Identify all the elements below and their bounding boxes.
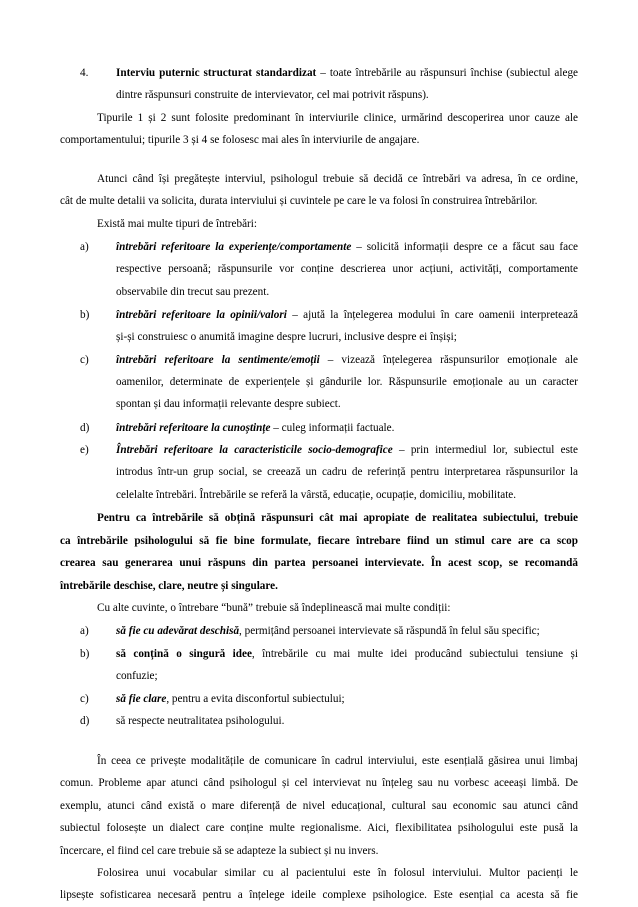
modalitati-line-5: încercare, el fiind cel care trebuie să se adapteze la subiect și nu invers. xyxy=(60,845,379,857)
question-type-line: întrebări referitoare la sentimente/emoții – vizează înțelegerea răspunsurilor emoționale ale xyxy=(116,354,578,366)
modalitati-line-1: În ceea ce privește modalitățile de comunicare în cadrul interviului, este esențială găsirea unui limbaj xyxy=(97,755,578,767)
question-type-line: celelalte întrebări. Întrebările se referă la vârstă, educație, ocupație, domiciliu, mobilitate. xyxy=(116,489,517,501)
bold-para-line-2: ca întrebările psihologului să fie bine formulate, fiecare întrebare fiind un stimul care are ca scop xyxy=(60,535,578,547)
question-type-line: întrebări referitoare la opinii/valori – ajută la înțelegerea modului în care oamenii interpretează xyxy=(116,309,579,321)
condition-title: să conțină o singură idee xyxy=(116,648,252,660)
condition-line: confuzie; xyxy=(116,670,158,682)
question-type-line: respective persoană; răspunsurile vor conține descrierea unor acțiuni, activități, comportamente xyxy=(116,263,578,275)
list-letter: e) xyxy=(80,444,89,456)
question-type-line: Întrebări referitoare la caracteristicile socio-demografice – prin intermediul lor, subiectul este xyxy=(116,444,578,456)
bold-para-line-4: întrebările deschise, clare, neutre și singulare. xyxy=(60,580,278,592)
list-number: 4. xyxy=(80,67,89,79)
list-letter: a) xyxy=(80,625,89,637)
condition-title: să fie clare xyxy=(116,693,167,705)
tipuri-line-1: Tipurile 1 și 2 sunt folosite predominant în interviurile clinice, urmărind descoperirea unor cauze ale xyxy=(97,112,578,124)
condition-line: să conțină o singură idee, întrebările cu mai multe idei producând subiectului tensiune și xyxy=(116,648,578,660)
atunci-line-2: cât de multe detalii va solicita, durata interviului și cuvintele pe care le va folosi în construirea întrebărilor. xyxy=(60,195,538,207)
modalitati-line-4: subiectul folosește un dialect care conține multe regionalisme. Aici, flexibilitatea psihologului este pusă la xyxy=(60,822,578,834)
tipuri-line-2: comportamentului; tipurile 3 și 4 se folosesc mai ales în interviurile de angajare. xyxy=(60,134,420,146)
question-type-line: oamenilor, determinate de experiențele și gândurile lor. Răspunsurile emoționale au un caracter xyxy=(116,376,578,388)
folosirea-line-2: lipsește sofisticarea necesară pentru a înțelege ideile complexe psihologice. Este esențial ca acesta să fie xyxy=(60,889,578,901)
question-type-title: Întrebări referitoare la caracteristicile socio-demografice xyxy=(116,444,393,456)
question-type-line: și-și construiesc o anumită imagine despre lucruri, inclusive despre ei înșiși; xyxy=(116,331,457,343)
question-type-line: întrebări referitoare la cunoștințe – culeg informații factuale. xyxy=(116,422,395,434)
exista-line: Există mai multe tipuri de întrebări: xyxy=(97,218,258,230)
modalitati-line-3: exemplu, atunci când există o mare diferență de nivel educațional, cultural sau economic sau atunci când xyxy=(60,800,578,812)
list-letter: b) xyxy=(80,648,90,660)
question-type-title: întrebări referitoare la sentimente/emoții xyxy=(116,354,320,366)
question-type-line: introdus într-un grup social, se creează un cadru de referință pentru interpretarea răspunsurilor la xyxy=(116,466,578,478)
question-type-title: întrebări referitoare la cunoștințe xyxy=(116,422,271,434)
item4-line-1 xyxy=(116,62,578,85)
list-letter: c) xyxy=(80,354,89,366)
question-type-title: întrebări referitoare la opinii/valori xyxy=(116,309,287,321)
question-type-line: întrebări referitoare la experiențe/comportamente – solicită informații despre ce a făcut sau face xyxy=(116,241,578,253)
condition-line: să respecte neutralitatea psihologului. xyxy=(116,715,285,727)
condition-line: să fie clare, pentru a evita disconfortul subiectului; xyxy=(116,693,345,705)
cu-alte-line: Cu alte cuvinte, o întrebare “bună” trebuie să îndeplinească mai multe condiții: xyxy=(97,602,451,614)
atunci-line-1: Atunci când își pregătește interviul, psihologul trebuie să decidă ce întrebări va adresa, în ce ordine, xyxy=(97,173,578,185)
condition-line: să fie cu adevărat deschisă, permițând persoanei intervievate să răspundă în felul său specific; xyxy=(116,625,540,637)
bold-para-line-3: crearea sau generarea unui răspuns din partea persoanei intervievate. În acest scop, se recomandă xyxy=(60,557,578,569)
item4-line-2: dintre răspunsuri construite de intervievator, cel mai potrivit răspuns). xyxy=(116,89,429,101)
list-letter: a) xyxy=(80,241,89,253)
condition-title: să fie cu adevărat deschisă xyxy=(116,625,240,637)
list-letter: b) xyxy=(80,309,90,321)
list-letter: c) xyxy=(80,693,89,705)
question-type-title: întrebări referitoare la experiențe/comportamente xyxy=(116,241,352,253)
bold-para-line-1: Pentru ca întrebările să obțină răspunsuri cât mai apropiate de realitatea subiectului, trebuie xyxy=(97,512,578,524)
item4-title: Interviu puternic structurat standardizat xyxy=(116,67,317,79)
question-type-line: spontan și dau informații relevante despre subiect. xyxy=(116,398,341,410)
list-letter: d) xyxy=(80,422,90,434)
question-type-line: observabile din trecut sau prezent. xyxy=(116,286,270,298)
folosirea-line-1: Folosirea unui vocabular similar cu al pacientului este în folosul interviului. Multor pacienți le xyxy=(97,867,578,879)
list-letter: d) xyxy=(80,715,90,727)
item4-desc: – toate întrebările au răspunsuri închise (subiectul alege xyxy=(316,67,579,79)
modalitati-line-2: comun. Probleme apar atunci când psihologul și cel intervievat nu înțeleg sau nu vorbesc aceeași limbă. De xyxy=(60,777,578,789)
